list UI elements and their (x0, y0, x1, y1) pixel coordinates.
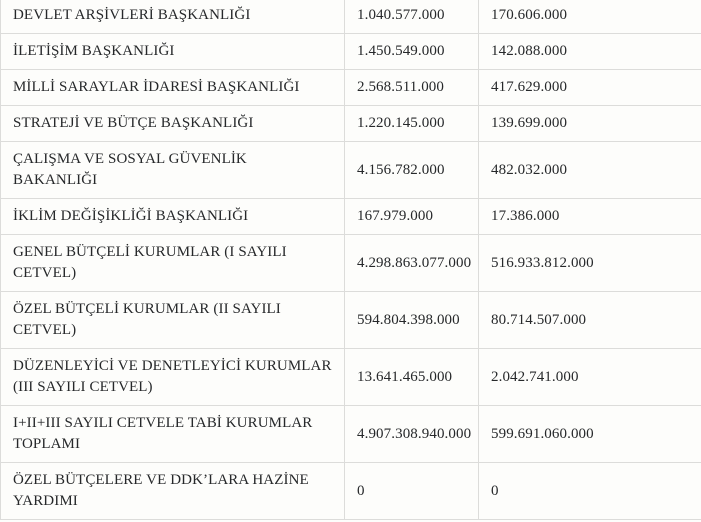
table-row (1, 0, 701, 34)
institution-cell: DÜZENLEYİCİ VE DENETLEYİCİ KURUMLAR (III SAYILI CETVEL) (1, 349, 345, 406)
table-row (1, 34, 701, 70)
amount-column-1-cell: 4.298.863.077.000 (345, 235, 479, 292)
institution-cell: DEVLET ARŞİVLERİ BAŞKANLIĞI (1, 0, 345, 34)
institution-cell: ÖZEL BÜTÇELİ KURUMLAR (II SAYILI CETVEL) (1, 292, 345, 349)
amount-column-1-cell: 2.568.511.000 (345, 70, 479, 106)
institution-cell: ÖZEL BÜTÇELERE VE DDK’LARA HAZİNE YARDIMI (1, 463, 345, 520)
amount-column-1-cell: 0 (345, 463, 479, 520)
amount-column-2-cell: 599.691.060.000 (479, 406, 701, 463)
table-row (1, 70, 701, 106)
amount-column-2-cell: 0 (479, 463, 701, 520)
amount-column-1-cell: 594.804.398.000 (345, 292, 479, 349)
amount-column-1-cell: 167.979.000 (345, 199, 479, 235)
institution-cell: STRATEJİ VE BÜTÇE BAŞKANLIĞI (1, 106, 345, 142)
institution-cell: MİLLİ SARAYLAR İDARESİ BAŞKANLIĞI (1, 70, 345, 106)
table-row (1, 235, 701, 292)
table-row (1, 142, 701, 199)
amount-column-2-cell: 17.386.000 (479, 199, 701, 235)
table-row (1, 106, 701, 142)
amount-column-2-cell: 139.699.000 (479, 106, 701, 142)
amount-column-2-cell: 516.933.812.000 (479, 235, 701, 292)
table-row (1, 292, 701, 349)
amount-column-2-cell: 2.042.741.000 (479, 349, 701, 406)
table-row (1, 199, 701, 235)
amount-column-1-cell: 4.156.782.000 (345, 142, 479, 199)
amount-column-1-cell: 13.641.465.000 (345, 349, 479, 406)
institution-cell: I+II+III SAYILI CETVELE TABİ KURUMLAR TOPLAMI (1, 406, 345, 463)
institution-cell: ÇALIŞMA VE SOSYAL GÜVENLİK BAKANLIĞI (1, 142, 345, 199)
amount-column-1-cell: 1.220.145.000 (345, 106, 479, 142)
amount-column-2-cell: 80.714.507.000 (479, 292, 701, 349)
institution-cell: GENEL BÜTÇELİ KURUMLAR (I SAYILI CETVEL) (1, 235, 345, 292)
amount-column-2-cell: 482.032.000 (479, 142, 701, 199)
amount-column-2-cell: 142.088.000 (479, 34, 701, 70)
table-row (1, 406, 701, 463)
institution-cell: İLETİŞİM BAŞKANLIĞI (1, 34, 345, 70)
amount-column-1-cell: 4.907.308.940.000 (345, 406, 479, 463)
institution-cell: İKLİM DEĞİŞİKLİĞİ BAŞKANLIĞI (1, 199, 345, 235)
amount-column-2-cell: 417.629.000 (479, 70, 701, 106)
amount-column-1-cell: 1.040.577.000 (345, 0, 479, 34)
table-row (1, 349, 701, 406)
table-row (1, 463, 701, 520)
amount-column-2-cell: 170.606.000 (479, 0, 701, 34)
amount-column-1-cell: 1.450.549.000 (345, 34, 479, 70)
